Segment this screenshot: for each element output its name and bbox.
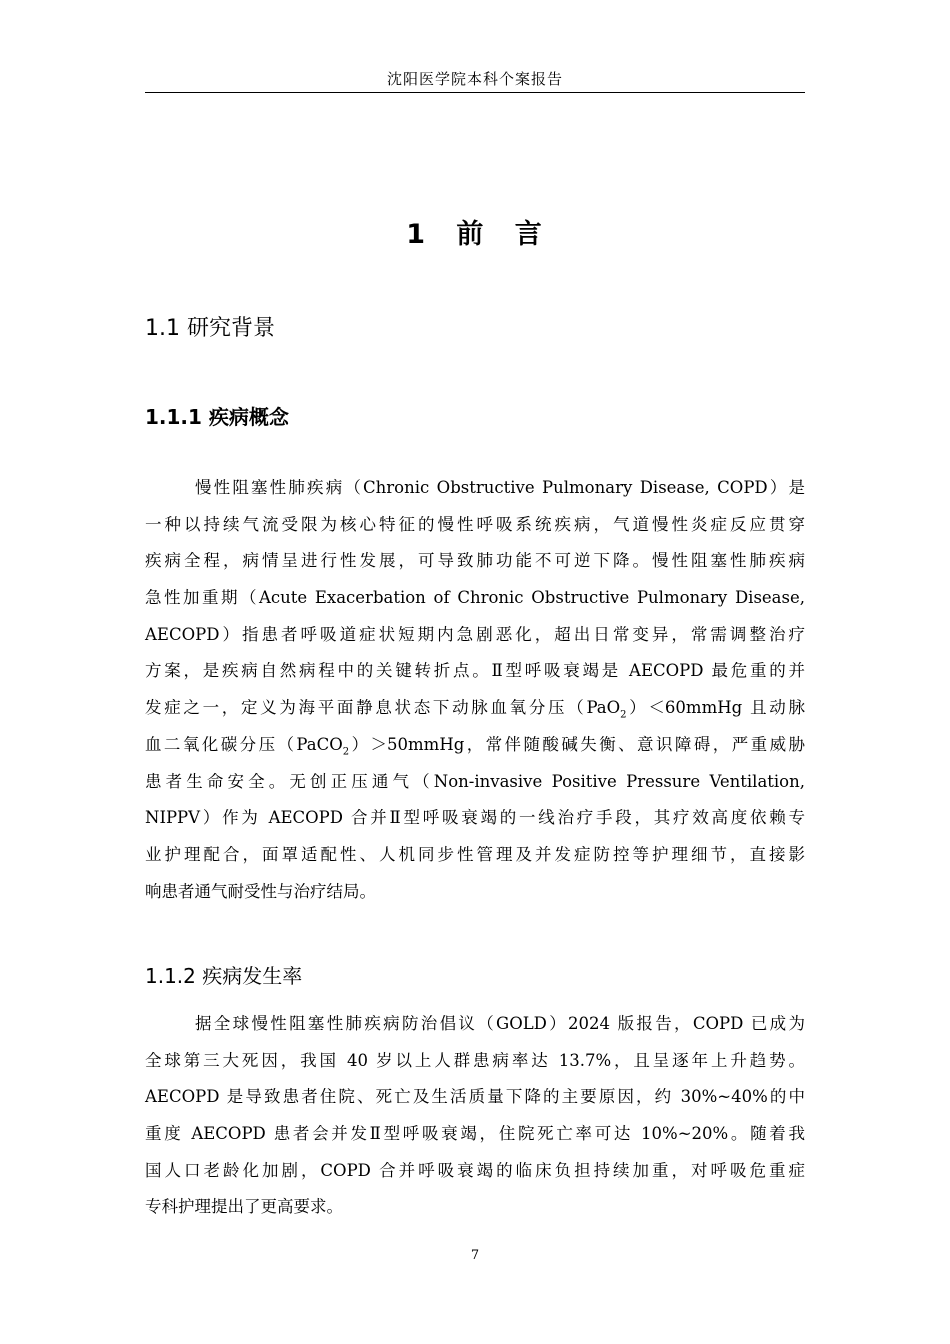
- paragraph-line: 急性加重期（Acute Exacerbation of Chronic Obstructive Pulmonary Disease,: [145, 588, 805, 608]
- paragraph-line: 国人口老龄化加剧，COPD 合并呼吸衰竭的临床负担持续加重，对呼吸危重症: [145, 1160, 805, 1180]
- section-heading-1-1-2: 1.1.2 疾病发生率: [145, 964, 303, 988]
- subscript: 2: [620, 709, 627, 721]
- paragraph-line: 专科护理提出了更高要求。: [145, 1197, 343, 1217]
- text-run: ）＜60mmHg 且动脉: [626, 698, 805, 718]
- section-heading-1-1-1: 1.1.1 疾病概念: [145, 405, 289, 429]
- paragraph-line: AECOPD 是导致患者住院、死亡及生活质量下降的主要原因，约 30%~40%的中: [145, 1087, 805, 1107]
- paragraph-line: 全球第三大死因，我国 40 岁以上人群患病率达 13.7%，且呈逐年上升趋势。: [145, 1050, 805, 1070]
- section-heading-1-1: 1.1 研究背景: [145, 316, 275, 341]
- paragraph-line: [145, 727, 805, 764]
- paragraph-disease-concept: [145, 470, 805, 910]
- paragraph-line: [145, 690, 805, 727]
- subscript: 2: [342, 746, 350, 758]
- page-number: 7: [470, 1248, 480, 1263]
- page-header: 沈阳医学院本科个案报告: [145, 66, 805, 93]
- paragraph-line: 患者生命安全。无创正压通气（Non-invasive Positive Pressure Ventilation,: [145, 771, 805, 791]
- paragraph-line: 疾病全程，病情呈进行性发展，可导致肺功能不可逆下降。慢性阻塞性肺疾病: [145, 551, 805, 571]
- paragraph-line: NIPPV）作为 AECOPD 合并Ⅱ型呼吸衰竭的一线治疗手段，其疗效高度依赖专: [145, 808, 805, 828]
- paragraph-line: 响患者通气耐受性与治疗结局。: [145, 881, 376, 901]
- paragraph-line: 据全球慢性阻塞性肺疾病防治倡议（GOLD）2024 版报告，COPD 已成为: [195, 1014, 805, 1033]
- paragraph-line: 方案，是疾病自然病程中的关键转折点。Ⅱ型呼吸衰竭是 AECOPD 最危重的并: [145, 661, 805, 681]
- text-run: 发症之一，定义为海平面静息状态下动脉血氧分压（PaO: [145, 698, 621, 718]
- text-run: 血二氧化碳分压（PaCO: [145, 734, 343, 754]
- text-run: ）＞50mmHg，常伴随酸碱失衡、意识障碍，严重威胁: [349, 734, 805, 754]
- paragraph-line: 业护理配合，面罩适配性、人机同步性管理及并发症防控等护理细节，直接影: [145, 844, 805, 864]
- paragraph-line: 重度 AECOPD 患者会并发Ⅱ型呼吸衰竭，住院死亡率可达 10%~20%。随着我: [145, 1124, 805, 1144]
- chapter-title: 1 前 言: [406, 219, 544, 250]
- paragraph-line: AECOPD）指患者呼吸道症状短期内急剧恶化，超出日常变异，常需调整治疗: [145, 624, 805, 644]
- paragraph-line: 慢性阻塞性肺疾病（Chronic Obstructive Pulmonary Disease, COPD）是: [195, 478, 805, 497]
- paragraph-line: 一种以持续气流受限为核心特征的慢性呼吸系统疾病，气道慢性炎症反应贯穿: [145, 514, 805, 534]
- paragraph-incidence: [145, 1006, 805, 1226]
